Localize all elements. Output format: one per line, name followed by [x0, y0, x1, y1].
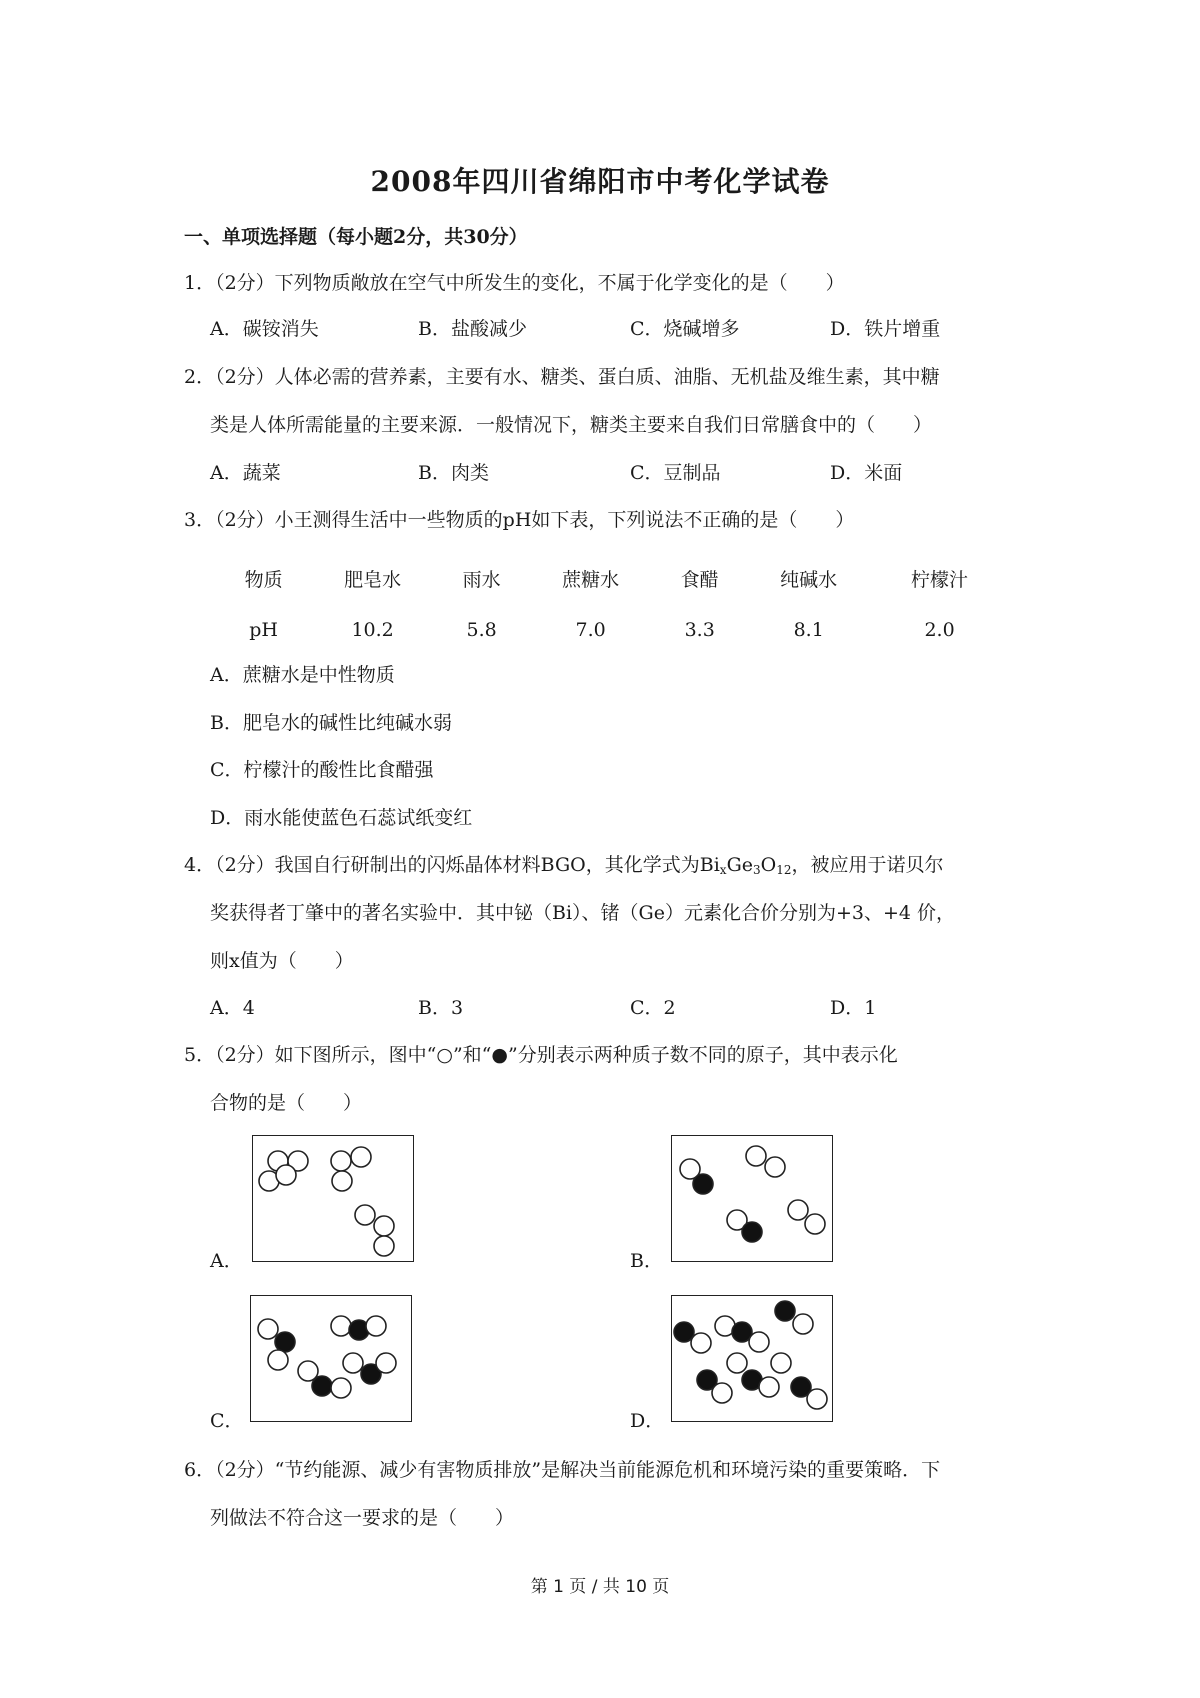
q5-label-d: D． [630, 1410, 665, 1432]
table-cell: 肥皂水 [344, 568, 402, 591]
q2-option-d: D．米面 [830, 462, 903, 484]
atom-hollow [331, 1316, 351, 1336]
table-cell: 食醋 [680, 568, 719, 591]
atom-hollow [793, 1314, 813, 1334]
atom-filled [775, 1301, 795, 1321]
q4-option-b: B．3 [418, 997, 464, 1019]
atom-hollow [268, 1350, 288, 1370]
atom-filled [693, 1174, 713, 1194]
atom-hollow [727, 1353, 747, 1373]
atom-hollow [765, 1157, 785, 1177]
atom-hollow [788, 1200, 808, 1220]
atom-hollow [332, 1171, 352, 1191]
atom-hollow [331, 1151, 351, 1171]
atom-hollow [276, 1165, 296, 1185]
table-cell: 雨水 [462, 568, 501, 591]
diagram-b [671, 1135, 833, 1262]
atom-hollow [805, 1214, 825, 1234]
q1-option-a: A．碳铵消失 [210, 318, 319, 340]
page-footer: 第 1 页 / 共 10 页 [530, 1577, 670, 1597]
atom-hollow [376, 1353, 396, 1373]
atom-hollow [691, 1333, 711, 1353]
q1-option-b: B．盐酸减少 [418, 318, 527, 340]
table-cell: 5.8 [466, 619, 497, 641]
atom-hollow [343, 1353, 363, 1373]
question-3-stem: 3．（2分）小王测得生活中一些物质的pH如下表，下列说法不正确的是（ ） [184, 509, 855, 531]
table-cell: 8.1 [793, 619, 824, 641]
section-heading: 一、单项选择题（每小题2分，共30分） [184, 226, 528, 248]
atom-hollow [712, 1383, 732, 1403]
diagram-c-svg [251, 1296, 411, 1421]
diagram-a-svg [253, 1136, 413, 1261]
question-4-stem-line1 [184, 850, 944, 877]
question-5-stem-line2: 合物的是（ ） [210, 1092, 363, 1114]
question-2-stem-line2: 类是人体所需能量的主要来源．一般情况下，糖类主要来自我们日常膳食中的（ ） [210, 414, 933, 436]
atom-filled [275, 1332, 295, 1352]
subscript-3: 3 [753, 863, 761, 877]
atom-hollow [331, 1378, 351, 1398]
subscript-12: 12 [776, 863, 792, 877]
table-cell: pH [249, 619, 278, 641]
question-5-stem-line1: 5．（2分）如下图所示，图中“○”和“●”分别表示两种质子数不同的原子，其中表示化 [184, 1044, 898, 1066]
subscript-x: x [719, 863, 727, 877]
q3-option-a: A．蔗糖水是中性物质 [210, 664, 395, 686]
question-4-stem-line3: 则x值为（ ） [210, 950, 354, 972]
table-cell: 纯碱水 [780, 568, 838, 591]
q4-stem-text-post: ，被应用于诺贝尔 [791, 854, 944, 876]
q5-label-b: B． [630, 1250, 663, 1272]
q3-option-b: B．肥皂水的碱性比纯碱水弱 [210, 712, 452, 734]
table-cell: 7.0 [575, 619, 606, 641]
question-6-stem-line1: 6．（2分）“节约能源、减少有害物质排放”是解决当前能源危机和环境污染的重要策略．下 [184, 1459, 941, 1481]
diagram-c [250, 1295, 412, 1422]
atom-hollow [374, 1216, 394, 1236]
formula-o: O [760, 854, 777, 876]
diagram-d [671, 1295, 833, 1422]
page-title: 2008年四川省绵阳市中考化学试卷 [370, 165, 830, 198]
diagram-d-svg [672, 1296, 832, 1421]
atom-filled [742, 1222, 762, 1242]
question-6-stem-line2: 列做法不符合这一要求的是（ ） [210, 1507, 515, 1529]
q3-option-d: D．雨水能使蓝色石蕊试纸变红 [210, 807, 473, 829]
table-cell: 3.3 [684, 619, 715, 641]
q5-label-c: C． [210, 1410, 244, 1432]
atom-hollow [771, 1353, 791, 1373]
q3-option-c: C．柠檬汁的酸性比食醋强 [210, 759, 434, 781]
table-cell: 蔗糖水 [562, 568, 620, 591]
q2-option-c: C．豆制品 [630, 462, 721, 484]
q4-option-d: D．1 [830, 997, 877, 1019]
q2-option-a: A．蔬菜 [210, 462, 281, 484]
atom-hollow [746, 1146, 766, 1166]
question-2-stem-line1: 2．（2分）人体必需的营养素，主要有水、糖类、蛋白质、油脂、无机盐及维生素，其中糖 [184, 366, 940, 388]
q4-option-c: C．2 [630, 997, 676, 1019]
question-1-stem: 1．（2分）下列物质敞放在空气中所发生的变化，不属于化学变化的是（ ） [184, 272, 845, 294]
table-cell: 10.2 [351, 619, 394, 641]
diagram-a [252, 1135, 414, 1262]
q4-option-a: A．4 [210, 997, 255, 1019]
atom-hollow [351, 1147, 371, 1167]
table-cell: 2.0 [924, 619, 955, 641]
q5-label-a: A． [210, 1250, 243, 1272]
q1-option-c: C．烧碱增多 [630, 318, 740, 340]
atom-hollow [355, 1205, 375, 1225]
ph-table [220, 552, 1005, 656]
question-4-stem-line2: 奖获得者丁肇中的著名实验中．其中铋（Bi）、锗（Ge）元素化合价分别为+3、+4 价， [210, 902, 956, 924]
q1-option-d: D．铁片增重 [830, 318, 941, 340]
diagram-b-svg [672, 1136, 832, 1261]
atom-filled [312, 1376, 332, 1396]
atom-hollow [759, 1377, 779, 1397]
formula-ge: Ge [726, 854, 753, 876]
atom-hollow [374, 1236, 394, 1256]
table-cell: 物质 [244, 568, 283, 591]
atom-hollow [366, 1316, 386, 1336]
ph-table-header-row [220, 552, 1005, 604]
ph-table-value-row [220, 604, 1005, 656]
atom-hollow [258, 1319, 278, 1339]
q2-option-b: B．肉类 [418, 462, 489, 484]
table-cell: 柠檬汁 [911, 568, 969, 591]
atom-hollow [749, 1332, 769, 1352]
q4-stem-text: 4．（2分）我国自行研制出的闪烁晶体材料BGO，其化学式为Bi [184, 854, 720, 876]
atom-hollow [807, 1389, 827, 1409]
